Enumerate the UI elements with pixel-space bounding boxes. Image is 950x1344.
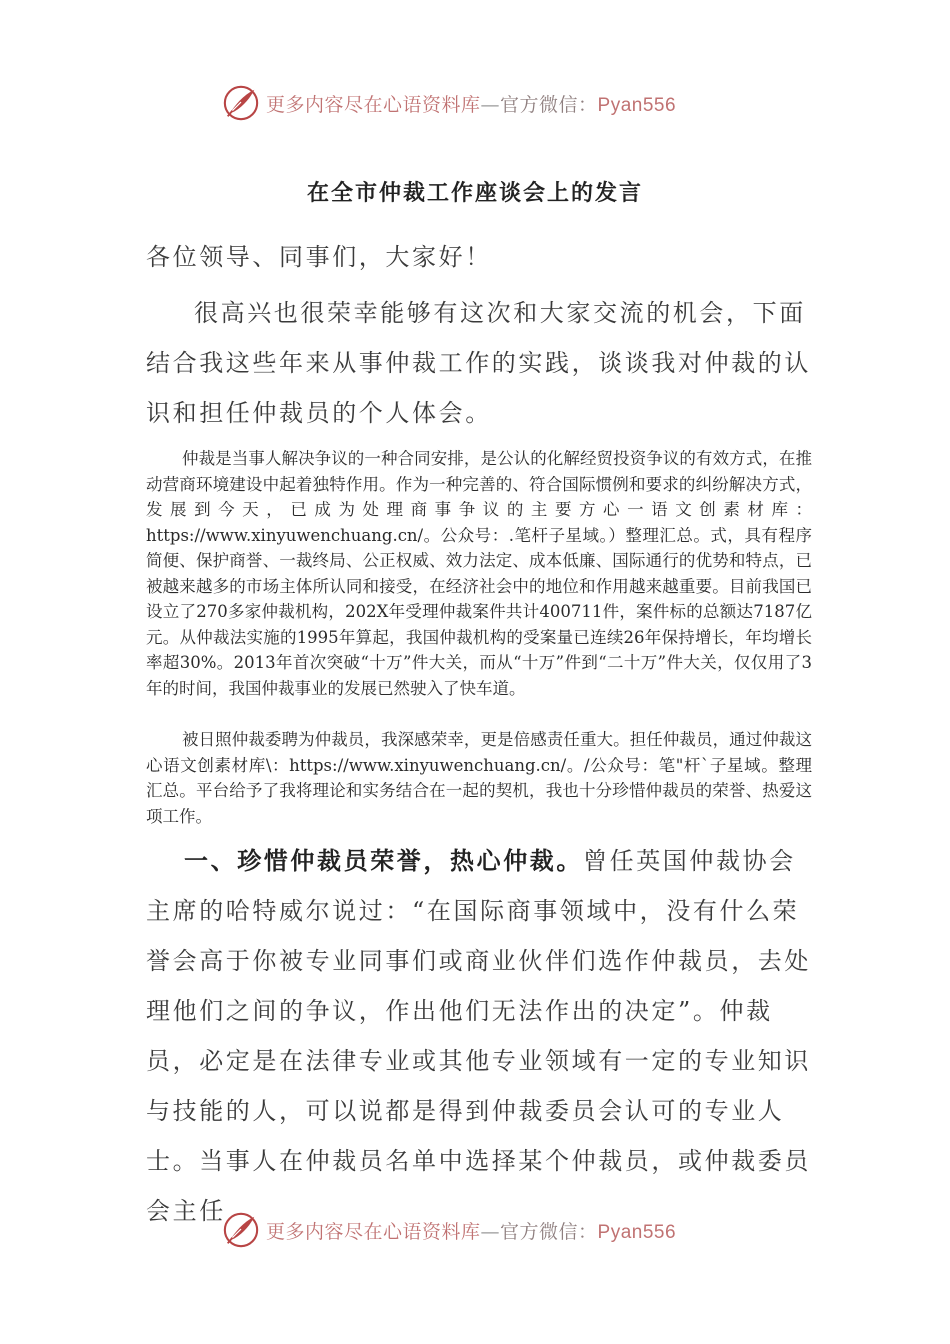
header-banner bbox=[222, 83, 742, 123]
quill-logo-icon bbox=[222, 84, 260, 122]
section-one bbox=[146, 836, 812, 1236]
footer-dash: — bbox=[480, 1220, 501, 1243]
header-wechat-label: 官方微信： bbox=[500, 93, 598, 116]
header-banner-text bbox=[266, 90, 676, 117]
section-one-body: 曾任英国仲裁协会主席的哈特威尔说过：“在国际商事领域中，没有什么荣誉会高于你被专业同事们或商业伙伴们选作仲裁员，去处理他们之间的争议，作出他们无法作出的决定”。仲裁员，必定是在法律专业或其他专业领域有一定的专业知识与技能的人，可以说都是得到仲裁委员会认可的专业人士。当事人在仲裁员名单中选择某个仲裁员，或仲裁委员会主任 bbox=[146, 847, 811, 1225]
header-site-name: 更多内容尽在心语资料库 bbox=[266, 93, 481, 116]
footer-site-name: 更多内容尽在心语资料库 bbox=[266, 1220, 481, 1243]
footer-wechat-label: 官方微信： bbox=[500, 1220, 598, 1243]
intro-paragraph: 很高兴也很荣幸能够有这次和大家交流的机会，下面结合我这些年来从事仲裁工作的实践，谈谈我对仲裁的认识和担任仲裁员的个人体会。 bbox=[146, 299, 811, 427]
footer-banner-text bbox=[266, 1217, 676, 1244]
section-one-heading: 一、珍惜仲裁员荣誉，热心仲裁。 bbox=[184, 846, 583, 875]
header-wechat-id: Pyan556 bbox=[597, 94, 677, 116]
document-title: 在全市仲裁工作座谈会上的发言 bbox=[306, 180, 643, 206]
footer-banner bbox=[222, 1210, 742, 1250]
appointment-paragraph: 被日照仲裁委聘为仲裁员，我深感荣幸，更是倍感责任重大。担任仲裁员，通过仲裁这心语文创素材库\：https://www.xinyuwenchuang.cn/。/公众号：笔"杆`子星域。整理汇总。平台给予了我将理论和实务结合在一起的契机，我也十分珍惜仲裁员的荣誉、热爱这项工作。 bbox=[146, 730, 812, 826]
footer-wechat-id: Pyan556 bbox=[597, 1221, 677, 1243]
greeting: 各位领导、同事们，大家好！ bbox=[146, 243, 492, 271]
arbitration-overview-paragraph: 仲裁是当事人解决争议的一种合同安排，是公认的化解经贸投资争议的有效方式，在推动营商环境建设中起着独特作用。作为一种完善的、符合国际惯例和要求的纠纷解决方式，发展到今天，已成为处理商事争议的主要方心一语文创素材库：https://www.xinyuwenchuang.cn/。公众号：.笔杆子星域。）整理汇总。式，具有程序简便、保护商誉、一裁终局、公正权威、效力法定、成本低廉、国际通行的优势和特点，已被越来越多的市场主体所认同和接受，在经济社会中的地位和作用越来越重要。目前我国已设立了270多家仲裁机构，202X年受理仲裁案件共计400711件，案件标的总额达7187亿元。从仲裁法实施的1995年算起，我国仲裁机构的受案量已连续26年保持增长，年均增长率超30%。2013年首次突破“十万”件大关，而从“十万”件到“二十万”件大关，仅仅用了3年的时间，我国仲裁事业的发展已然驶入了快车道。 bbox=[146, 449, 812, 698]
header-dash: — bbox=[480, 93, 501, 116]
quill-logo-icon bbox=[222, 1211, 260, 1249]
